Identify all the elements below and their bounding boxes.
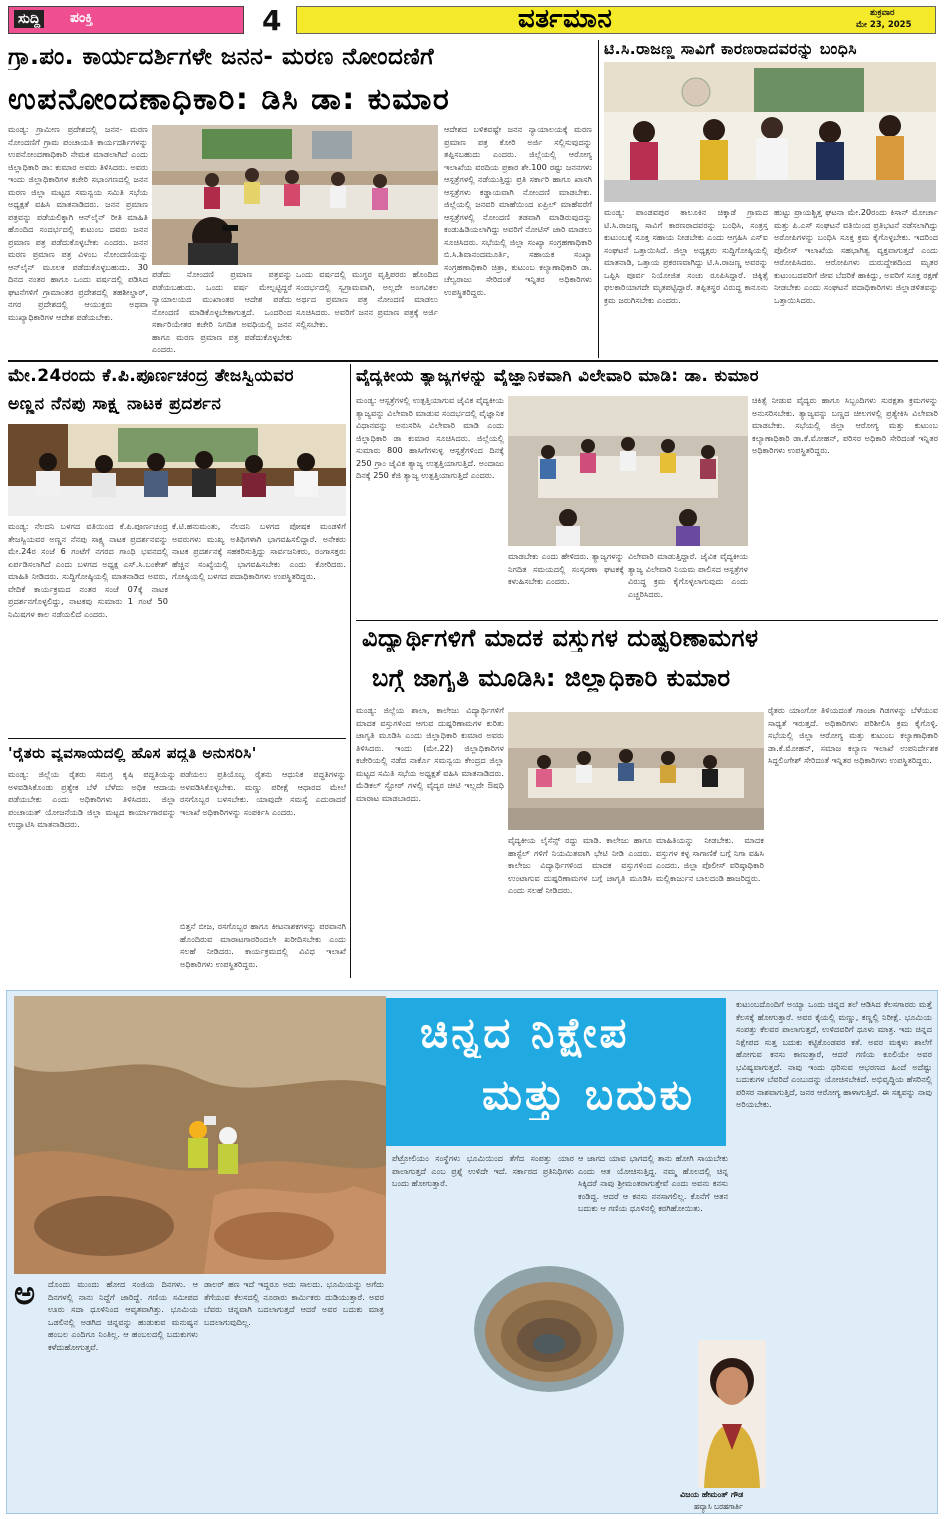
story5-headline: ವೈದ್ಯಕೀಯ ತ್ಯಾಜ್ಯಗಳನ್ನು ವೈಜ್ಞಾನಿಕವಾಗಿ ವಿಲೇವಾರಿ ಮಾಡಿ: ಡಾ. ಕುಮಾರ <box>356 366 759 385</box>
story5-col-a: ಮಂಡ್ಯ: ಆಸ್ಪತ್ರೆಗಳಲ್ಲಿ ಉತ್ಪತ್ತಿಯಾಗುವ ಜೈವಿಕ ವೈದ್ಯಕೀಯ ತ್ಯಾಜ್ಯವನ್ನು ವಿಲೇವಾರಿ ಮಾಡುವ ಸಂದರ್ಭದಲ್ಲಿ ವೈಜ್ಞಾನಿಕ ವಿಧಾನವನ್ನು ಅನುಸರಿಸಿ ವಿಲೇವಾರಿ ಮಾಡಿ ಎಂದು ಜಿಲ್ಲಾಧಿಕಾರಿ ಡಾ ಕುಮಾರ ಸೂಚಿಸಿದರು. ಜಿಲ್ಲೆಯಲ್ಲಿ ಸುಮಾರು 800 ಹಾಸಿಗೆಗಳುಳ್ಳ ಆಸ್ಪತ್ರೆಗಳಿಂದ ದಿನಕ್ಕೆ 250 ಗ್ರಾಂ ಜೈವಿಕ ತ್ಯಾಜ್ಯ ಉತ್ಪತ್ತಿಯಾಗುತ್ತಿದೆ. ಅಂದಾಜು ದಿನಕ್ಕೆ 250 ಕೆಜಿ ತ್ಯಾಜ್ಯ ಉತ್ಪತ್ತಿಯಾಗುತ್ತಿದೆ ಎಂದರು. <box>356 395 504 480</box>
story1-col-c: ಪಡೆದು ನೋಂದಣಿ ಪ್ರಮಾಣ ಪತ್ರವನ್ನು ಪಡೆಯಬಹುದು. ಒಂದು ವರ್ಷ ಮೇಲ್ಪಟ್ಟಿದ್ದರೆ ನ್ಯಾಯಾಲಯದ ಮುಖಾಂತರ ಆದೇಶ ಪಡೆದು ನೋಂದಣಿ ಮಾಡಿಕೊಳ್ಳಬೇಕಾಗುತ್ತದೆ. ಒಂದರಿಂದ ಸರ್ಕಾರಿಯೇತರ ಕಚೇರಿ ನಿಗದಿತ ಅವಧಿಯಲ್ಲಿ ಜನನ ಹಾಗೂ ಮರಣ ಪ್ರಮಾಣ ಪತ್ರ ಪಡೆದುಕೊಳ್ಳಬೇಕು ಎಂದರು. <box>152 269 292 354</box>
story4-headline: 'ರೈತರು ವ್ಯವಸಾಯದಲ್ಲಿ ಹೊಸ ಪದ್ಧತಿ ಅನುಸರಿಸಿ' <box>8 744 257 762</box>
author-title: ಹವ್ಯಾಸಿ ಬರಹಗಾರ್ತಿ <box>694 1502 743 1511</box>
masthead-section-b: ಪಂಕ್ತಿ <box>70 10 93 26</box>
story6-col-b: ವೈದ್ಯಕೀಯ ಲೈಸೆನ್ಸ್ ರದ್ದು ಮಾಡಿ. ಕಾಲೇಜು ಹಾಗೂ ಹಾಸ್ಟೆಲ್ ಗಳಿಗೆ ನಿಯಮಿತವಾಗಿ ಭೇಟಿ ನೀಡಿ ಎಂದರು. ಕಾಲೇಜು ವಿದ್ಯಾರ್ಥಿಗಳಿಂದ ಮಾದಕ ವಸ್ತುಗಳಿಂದ ಉಂಟಾಗುವ ದುಷ್ಪರಿಣಾಮಗಳ ಬಗ್ಗೆ ಜಾಗೃತಿ ಮೂಡಿಸಿ ಎಂದು ಸಲಹೆ ನೀಡಿದರು. <box>508 835 652 895</box>
masthead-weekday: ಶುಕ್ರವಾರ <box>870 8 895 18</box>
story1-headline-1: ಗ್ರಾ.ಪಂ. ಕಾರ್ಯದರ್ಶಿಗಳೇ ಜನನ- ಮರಣ ನೋಂದಣಿಗೆ <box>8 44 435 70</box>
story6-col-a: ಮಂಡ್ಯ: ಜಿಲ್ಲೆಯ ಶಾಲಾ, ಕಾಲೇಜು ವಿದ್ಯಾರ್ಥಿಗಳಿಗೆ ಮಾದಕ ವಸ್ತುಗಳಿಂದ ಆಗುವ ದುಷ್ಪರಿಣಾಮಗಳ ಕುರಿತು ಜಾಗೃತಿ ಮೂಡಿಸಿ ಎಂದು ಜಿಲ್ಲಾಧಿಕಾರಿ ಕುಮಾರ ಅವರು ತಿಳಿಸಿದರು. ಇಂದು (ಮೇ.22) ಜಿಲ್ಲಾಧಿಕಾರಿಗಳ ಕಚೇರಿಯಲ್ಲಿ ನಡೆದ ನಾರ್ಕೊ ಸಮನ್ವಯ ಕೇಂದ್ರದ ಜಿಲ್ಲಾ ಮಟ್ಟದ ಸಮಿತಿ ಸಭೆಯ ಅಧ್ಯಕ್ಷತೆ ವಹಿಸಿ ಮಾತನಾಡಿದರು. ಮೆಡಿಕಲ್ ಸ್ಟೋರ್ ಗಳಲ್ಲಿ ವೈದ್ಯರ ಚೀಟಿ ಇಲ್ಲದೇ ಔಷಧಿ ಮಾರಾಟ ಮಾಡಬಾರದು. <box>356 705 504 803</box>
story4-col-a: ಮಂಡ್ಯ: ಜಿಲ್ಲೆಯ ರೈತರು ಸಮಗ್ರ ಕೃಷಿ ಪದ್ಧತಿಯನ್ನು ಅಳವಡಿಸಿಕೊಂಡು ಪ್ರತ್ಯೇಕ ಬೆಳೆ ಬೆಳೆದು ಅಧಿಕ ಆದಾಯ ಪಡೆಯಬೇಕು ಎಂದು ಅಧಿಕಾರಿಗಳು ತಿಳಿಸಿದರು. ಜಿಲ್ಲಾ ಪಂಚಾಯತ್ ಯೋಜನೆಯಡಿ ಜಿಲ್ಲಾ ಮಟ್ಟದ ಕಾರ್ಯಾಗಾರವನ್ನು ಉದ್ಘಾಟಿಸಿ ಮಾತನಾಡಿದರು. <box>8 769 176 829</box>
story4-col-b: ಪಡೆಯಲು ಪ್ರತಿಯೊಬ್ಬ ರೈತನು ಆಧುನಿಕ ಪದ್ಧತಿಗಳನ್ನು ಅಳವಡಿಸಿಕೊಳ್ಳಬೇಕು. ಮಣ್ಣು ಪರೀಕ್ಷೆ ಆಧಾರದ ಮೇಲೆ ರಸಗೊಬ್ಬರ ಬಳಸಬೇಕು. ಯಾವುದೇ ಸಮಸ್ಯೆ ಎದುರಾದರೆ ಇಲಾಖೆ ಅಧಿಕಾರಿಗಳನ್ನು ಸಂಪರ್ಕಿಸಿ ಎಂದರು. <box>180 769 346 817</box>
story5-col-c: ವಿಲೇವಾರಿ ಮಾಡುತ್ತಿದ್ದಾರೆ. ಜೈವಿಕ ವೈದ್ಯಕೀಯ ತ್ಯಾಜ್ಯ ವಿಲೇವಾರಿ ನಿಯಮ ಪಾಲಿಸದ ಆಸ್ಪತ್ರೆಗಳ ವಿರುದ್ಧ ಕ್ರಮ ಕೈಗೊಳ್ಳಲಾಗುವುದು ಎಂದು ಎಚ್ಚರಿಸಿದರು. <box>628 551 748 599</box>
story1-divider <box>598 40 599 358</box>
feature-col-c-lower <box>392 1268 472 1508</box>
story3-rule <box>8 738 346 739</box>
story3-headline-1: ಮೇ.24ರಂದು ಕೆ.ಪಿ.ಪೂರ್ಣಚಂದ್ರ ತೇಜಸ್ವಿಯವರ <box>8 366 294 386</box>
feature-col-c: ಪೆಟ್ರೋಲಿಯಂ ಸಂಸ್ಥೆಗಳು ಭೂಮಿಯಿಂದ ತೆಗೆದ ಸಂಪತ್ತು ಯಾರ ಪಾಲಾಗುತ್ತದೆ ಎಂಬ ಪ್ರಶ್ನೆ ಉಳಿದೇ ಇದೆ. ಸರ್ಕಾರದ ಪ್ರತಿನಿಧಿಗಳು ಬಂದು ಹೋಗುತ್ತಾರೆ. <box>392 1153 574 1188</box>
story6-col-d: ರೈತರು ಯಾಂಗೋ ತಿಳಿಯದಂತೆ ಗಾಂಜಾ ಗಿಡಗಳನ್ನು ಬೆಳೆಯುವ ಸಾಧ್ಯತೆ ಇರುತ್ತದೆ. ಅಧಿಕಾರಿಗಳು ಪರಿಶೀಲಿಸಿ ಕ್ರಮ ಕೈಗೊಳ್ಳಿ. ಸಭೆಯಲ್ಲಿ ಜಿಲ್ಲಾ ಆರೋಗ್ಯ ಮತ್ತು ಕುಟುಂಬ ಕಲ್ಯಾಣಾಧಿಕಾರಿ ಡಾ.ಕೆ.ಮೋಹನ್, ಸಮಾಜ ಕಲ್ಯಾಣ ಇಲಾಖೆ ಉಪನಿರ್ದೇಶಕ ಸಿದ್ದಲಿಂಗೇಶ್ ಸೇರಿದಂತೆ ಇನ್ನಿತರ ಅಧಿಕಾರಿಗಳು ಉಪಸ್ಥಿತರಿದ್ದರು. <box>768 705 938 765</box>
page-number: 4 <box>262 4 282 37</box>
story6-headline-1: ವಿದ್ಯಾರ್ಥಿಗಳಿಗೆ ಮಾದಕ ವಸ್ತುಗಳ ದುಷ್ಪರಿಣಾಮಗಳ <box>362 624 759 652</box>
story5-col-d: ಚಿಕಿತ್ಸೆ ನೀಡುವ ವೈದ್ಯರು ಹಾಗೂ ಸಿಬ್ಬಂದಿಗಳು ಸುರಕ್ಷತಾ ಕ್ರಮಗಳನ್ನು ಅನುಸರಿಸಬೇಕು. ತ್ಯಾಜ್ಯವನ್ನು ಬಣ್ಣದ ಚೀಲಗಳಲ್ಲಿ ಪ್ರತ್ಯೇಕಿಸಿ ವಿಲೇವಾರಿ ಮಾಡಬೇಕು. ಸಭೆಯಲ್ಲಿ ಜಿಲ್ಲಾ ಆರೋಗ್ಯ ಮತ್ತು ಕುಟುಂಬ ಕಲ್ಯಾಣಾಧಿಕಾರಿ ಡಾ.ಕೆ.ಮೋಹನ್, ಪರಿಸರ ಅಧಿಕಾರಿ ಸೇರಿದಂತೆ ಇನ್ನಿತರ ಅಧಿಕಾರಿಗಳು ಉಪಸ್ಥಿತರಿದ್ದರು. <box>752 395 938 455</box>
feature-col-b: ಡಾಲರ್ ಹಣ ಇದೆ ಇದ್ದರೂ ಅದು ಸಾಲದು. ಭೂಮಿಯನ್ನು ಅಗೆದು ತೆಗೆಯುವ ಕೆಲಸದಲ್ಲಿ ನೂರಾರು ಕಾರ್ಮಿಕರು ದುಡಿಯುತ್ತಾರೆ. ಅವರ ಬೆವರು ಚಿನ್ನವಾಗಿ ಬದಲಾಗುತ್ತದೆ ಆದರೆ ಅವರ ಬದುಕು ಮಾತ್ರ ಬದಲಾಗುವುದಿಲ್ಲ. <box>204 1279 384 1327</box>
story6-col-c: ಮಾಹಿತಿಯನ್ನು ನೀಡಬೇಕು. ಮಾದಕ ವಸ್ತುಗಳ ಕಳ್ಳ ಸಾಗಾಣಿಕೆ ಬಗ್ಗೆ ನಿಗಾ ವಹಿಸಿ ಎಂದರು. ಜಿಲ್ಲಾ ಪೊಲೀಸ್ ವರಿಷ್ಠಾಧಿಕಾರಿ ಮಲ್ಲಿಕಾರ್ಜುನ ಬಾಲದಂಡಿ ಹಾಜರಿದ್ದರು. <box>656 835 764 883</box>
story2-photo <box>604 62 936 202</box>
story1-headline-2: ಉಪನೋಂದಣಾಧಿಕಾರಿ: ಡಿಸಿ ಡಾ: ಕುಮಾರ <box>8 82 451 117</box>
feature-photo-pit <box>474 1266 624 1392</box>
story6-headline-2: ಬಗ್ಗೆ ಜಾಗೃತಿ ಮೂಡಿಸಿ: ಜಿಲ್ಲಾಧಿಕಾರಿ ಕುಮಾರ <box>372 664 731 692</box>
story3-headline-2: ಅಣ್ಣನ ನೆನಪು ಸಾಕ್ಷ್ಯ ನಾಟಕ ಪ್ರದರ್ಶನ <box>8 394 222 414</box>
author-name: ವಿಜಯ ಹೇಮಂತ್ ಗೌಡ <box>680 1490 744 1499</box>
story3-col-a: ಮಂಡ್ಯ: ನೆಲದನಿ ಬಳಗದ ವತಿಯಿಂದ ಕೆ.ಪಿ.ಪೂರ್ಣಚಂದ್ರ ತೇಜಸ್ವಿಯವರ ಅಣ್ಣನ ನೆನಪು ಸಾಕ್ಷ್ಯ ನಾಟಕ ಪ್ರದರ್ಶನವನ್ನು ಮೇ.24ರ ಸಂಜೆ 6 ಗಂಟೆಗೆ ನಗರದ ಗಾಂಧಿ ಭವನದಲ್ಲಿ ಏರ್ಪಡಿಸಲಾಗಿದೆ ಎಂದು ಬಳಗದ ಅಧ್ಯಕ್ಷ ಎಸ್.ಸಿ.ಬಂಕೇಶ್ ಮಾಹಿತಿ ನೀಡಿದರು. ಸುದ್ದಿಗೋಷ್ಠಿಯಲ್ಲಿ ಮಾತನಾಡಿದ ಅವರು, ವೇದಿಕೆ ಕಾರ್ಯಕ್ರಮದ ನಂತರ ಸಂಜೆ 07ಕ್ಕೆ ನಾಟಕ ಪ್ರದರ್ಶನಗೊಳ್ಳಲಿದ್ದು, ನಾಟಕವು ಸುಮಾರು 1 ಗಂಟೆ 50 ನಿಮಿಷಗಳ ಕಾಲ ನಡೆಯಲಿದೆ ಎಂದರು. <box>8 521 168 619</box>
story3-vertical-rule <box>350 364 351 978</box>
feature-headline-2: ಮತ್ತು ಬದುಕು <box>482 1070 695 1119</box>
story1-col-a: ಮಂಡ್ಯ: ಗ್ರಾಮೀಣ ಪ್ರದೇಶದಲ್ಲಿ ಜನನ- ಮರಣ ನೋಂದಣಿಗೆ ಗ್ರಾಮ ಪಂಚಾಯತಿ ಕಾರ್ಯದರ್ಶಿಗಳನ್ನು ಉಪನೋಂದಣಾಧಿಕಾರಿ ನೇಮಕ ಮಾಡಲಾಗಿದೆ ಎಂದು ಜಿಲ್ಲಾಧಿಕಾರಿ ಡಾ: ಕುಮಾರ ಅವರು ತಿಳಿಸಿದರು. ಅವರು ಇಂದು ಜಿಲ್ಲಾಧಿಕಾರಿಗಳ ಕಚೇರಿ ಸಭಾಂಗಣದಲ್ಲಿ ಜನನ ಮರಣ ಜಿಲ್ಲಾ ಮಟ್ಟದ ಸಮನ್ವಯ ಸಮಿತಿ ಸಭೆಯ ಅಧ್ಯಕ್ಷತೆ ವಹಿಸಿ ಮಾತನಾಡಿದರು. ಜನನ ಪ್ರಮಾಣ ಪತ್ರವನ್ನು ಪಡೆಯಲಿಕ್ಕಾಗಿ ಆನ್‌ಲೈನ್ ರೀತಿ ಮಾಹಿತಿ ಹೊಂದಿದ ಸಂದರ್ಭದಲ್ಲಿ ಕುಟುಂಬ ದವರು ಜನನ ಪ್ರಮಾಣ ಪತ್ರ ಪಡೆದುಕೊಳ್ಳಬೇಕು ಎಂದರು. ಜನನ ಮರಣ ಪ್ರಮಾಣ ಪತ್ರ ವಿಳಂಬ ನೋಂದಣಿಯನ್ನು ಆನ್‌ಲೈನ್ ಮೂಲಕ ಪಡೆದುಕೊಳ್ಳಬಹುದು. 30 ದಿನದ ನಂತರ ಹಾಗೂ ಒಂದು ವರ್ಷದಲ್ಲಿ ಪಡಿಸಿದ ಘಟನೆಗಳಿಗೆ ಗ್ರಾಮಾಂತರ ಪ್ರದೇಶದಲ್ಲಿ ತಹಶೀಲ್ದಾರ್, ನಗರ ಪ್ರದೇಶದಲ್ಲಿ ಆಯುಕ್ತರು ಅಥವಾ ಮುಖ್ಯಾಧಿಕಾರಿಗಳ ಆದೇಶ ಪಡೆಯಬೇಕು. <box>8 124 148 322</box>
story1-col-d: ಒಂದು ವರ್ಷದಲ್ಲಿ ಮುಗ್ಧರ ವೃತ್ತಿಪರರು ಹೊಂದಿದ ಸಂದರ್ಭದಲ್ಲಿ ಸ್ವಗ್ರಾಮವಾಗಿ, ಅಲ್ಲದೇ ಅಂಗವಿಕಲ ಅರ್ಥದ ಪ್ರಮಾಣ ಪತ್ರ ನೋಂದಣಿ ಮಾಡಲು ಸೂಚಿಸಿದರು. ಅವರಿಗೆ ಜನನ ಪ್ರಮಾಣ ಪತ್ರಕ್ಕೆ ಅರ್ಜಿ ಸಲ್ಲಿಸಬೇಕು. <box>296 269 438 329</box>
feature-col-d: ಆ ಜಾಗದ ಯಾವ ಭಾಗದಲ್ಲಿ ತಾನು ಹೋಗಿ ಸಾಯಬೇಕು ಎಂದು ಆತ ಯೋಚಿಸುತ್ತಿದ್ದ. ನಮ್ಮ ಹೊಲದಲ್ಲಿ ಚಿನ್ನ ಸಿಕ್ಕಿದರೆ ನಾವು ಶ್ರೀಮಂತರಾಗುತ್ತೇವೆ ಎಂದು ಅವನು ಕನಸು ಕಂಡಿದ್ದ. ಆದರೆ ಆ ಕನಸು ನನಸಾಗಲಿಲ್ಲ. ಕೊನೆಗೆ ಆತನ ಬದುಕು ಆ ಗಣಿಯ ಧೂಳಿನಲ್ಲಿ ಕರಗಿಹೋಯಿತು. <box>578 1153 728 1213</box>
story2-col-b: ಹುಟ್ಟು ಪ್ರಾಯಶ್ಚಿತ್ತ ಘಟನಾ ಮೇ.20ರಂದು ಕಿಸಾನ್ ಮೋರ್ಚಾ ಮತ್ತು ಪಿ.ಎಸ್ ಸಂಘಟನೆ ವತಿಯಿಂದ ಪ್ರತಿಭಟನೆ ನಡೆಸಲಾಗಿದ್ದು ಅರೋಪಿಗಳನ್ನು ಬಂಧಿಸಿ ಸೂಕ್ತ ಕ್ರಮ ಕೈಗೊಳ್ಳಬೇಕು. ಇದರಿಂದ ಪೊಲೀಸ್ ಇಲಾಖೆಯ ಸಹಭಾಗಿತ್ವ ವ್ಯಕ್ತವಾಗುತ್ತದೆ ಎಂದು ಆರೋಪಿಸಿದರು. ಆರೋಪಿಗಳು ದುರುದ್ದೇಶದಿಂದ ಮೃತರ ಕುಟುಂಬದವರಿಗೆ ಜೀವ ಬೆದರಿಕೆ ಹಾಕಿದ್ದು, ಅವರಿಗೆ ಸೂಕ್ತ ರಕ್ಷಣೆ ನೀಡಬೇಕು ಎಂದು ಸಂಘಟನೆ ಪದಾಧಿಕಾರಿಗಳು ಜಿಲ್ಲಾಡಳಿತವನ್ನು ಒತ್ತಾಯಿಸಿದರು. <box>774 207 938 305</box>
story2-headline: ಟಿ.ಸಿ.ರಾಜಣ್ಣ ಸಾವಿಗೆ ಕಾರಣರಾದವರನ್ನು ಬಂಧಿಸಿ <box>604 40 857 58</box>
story3-col-b: ಕೆ.ಟಿ.ಹನುಮಂತು, ನೆಲದನಿ ಬಳಗದ ಪೋಷಕ ಮಂಡಳಿಗೆ ಅವರುಗಳು ಮುಖ್ಯ ಅತಿಥಿಗಳಾಗಿ ಭಾಗವಹಿಸಲಿದ್ದಾರೆ. ಅನೇಕರು ನಾಟಕ ಪ್ರದರ್ಶನಕ್ಕೆ ಸಹಕರಿಸುತ್ತಿದ್ದು ಸಾರ್ವಜನಿಕರು, ರಂಗಾಸಕ್ತರು ಹೆಚ್ಚಿನ ಸಂಖ್ಯೆಯಲ್ಲಿ ಭಾಗವಹಿಸಬೇಕು ಎಂದು ಕೋರಿದರು. ಗೋಷ್ಠಿಯಲ್ಲಿ ಬಳಗದ ಪದಾಧಿಕಾರಿಗಳು ಉಪಸ್ಥಿತರಿದ್ದರು. <box>172 521 346 581</box>
story1-photo <box>152 125 438 265</box>
feature-headline-1: ಚಿನ್ನದ ನಿಕ್ಷೇಪ <box>420 1008 630 1057</box>
feature-col-a: ದೊಂದು ಮುಂದು ಹೋದ ಸಂಜಿಯ ದಿನಗಳು. ಆ ದಿನಗಳಲ್ಲಿ ನಾನು ನಿದ್ದೆಗೆ ಜಾರಿದ್ದೆ. ಗಣಿಯ ಸಮೀಪದ ಊರು ಸದಾ ಧೂಳಿನಿಂದ ಆವೃತವಾಗಿತ್ತು. ಭೂಮಿಯ ಒಡಲಿನಲ್ಲಿ ಅಡಗಿದ ಚಿನ್ನವನ್ನು ಹುಡುಕುವ ಮನುಷ್ಯನ ಹಂಬಲ ಎಂದಿಗೂ ನಿಂತಿಲ್ಲ. ಆ ಹಂಬಲದಲ್ಲಿ ಬದುಕುಗಳು ಕಳೆದುಹೋಗುತ್ತವೆ. <box>48 1279 198 1352</box>
row1-rule <box>8 360 938 362</box>
story5-rule <box>356 620 938 621</box>
feature-dropcap: ಅ <box>14 1274 36 1312</box>
masthead-section-a: ಸುದ್ದಿ <box>14 10 44 28</box>
feature-col-e: ಕುಟುಂಬದೊಂದಿಗೆ ಅಯ್ಯಾ ಒಂದು ಚಿನ್ನದ ತಲೆ ಆಡಿಸಿದ ಕೆಲಸಗಾರರು ಮತ್ತೆ ಕೆಲಸಕ್ಕೆ ಹೋಗುತ್ತಾರೆ. ಅವರ ಕೈಯಲ್ಲಿ ಮಣ್ಣು, ಕಣ್ಣಲ್ಲಿ ನಿರೀಕ್ಷೆ. ಭೂಮಿಯ ಸಂಪತ್ತು ಕೆಲವರ ಪಾಲಾಗುತ್ತದೆ, ಉಳಿದವರಿಗೆ ಧೂಳು ಮಾತ್ರ. ಇದು ಚಿನ್ನದ ನಿಕ್ಷೇಪದ ಸುತ್ತ ಬದುಕು ಕಟ್ಟಿಕೊಂಡವರ ಕತೆ. ಅವರ ಮಕ್ಕಳು ಶಾಲೆಗೆ ಹೋಗುವ ಕನಸು ಕಾಣುತ್ತಾರೆ, ಆದರೆ ಗಣಿಯ ಕೂಲಿಯೇ ಅವರ ಭವಿಷ್ಯವಾಗುತ್ತದೆ. ನಾವು ಇಂದು ಧರಿಸುವ ಆಭರಣದ ಹಿಂದೆ ಅದೆಷ್ಟು ಬದುಕುಗಳ ಬೆವರಿದೆ ಎಂಬುದನ್ನು ಯೋಚಿಸಬೇಕಿದೆ. ಅಭಿವೃದ್ಧಿಯ ಹೆಸರಿನಲ್ಲಿ ಪರಿಸರ ನಾಶವಾಗುತ್ತಿದೆ, ಜನರ ಆರೋಗ್ಯ ಹಾಳಾಗುತ್ತಿದೆ. ಈ ಸತ್ಯವನ್ನು ನಾವು ಅರಿಯಬೇಕು. <box>736 999 932 1109</box>
masthead-bar <box>296 6 936 34</box>
story4-col-c: ಬಿತ್ತನೆ ಬೀಜ, ರಸಗೊಬ್ಬರ ಹಾಗೂ ಕೀಟನಾಶಕಗಳನ್ನು ಪರವಾನಗಿ ಹೊಂದಿರುವ ಮಾರಾಟಗಾರರಿಂದಲೇ ಖರೀದಿಸಬೇಕು ಎಂದು ಸಲಹೆ ನೀಡಿದರು. ಕಾರ್ಯಕ್ರಮದಲ್ಲಿ ವಿವಿಧ ಇಲಾಖೆ ಅಧಿಕಾರಿಗಳು ಉಪಸ್ಥಿತರಿದ್ದರು. <box>180 921 346 969</box>
masthead-date: ಮೇ 23, 2025 <box>856 20 912 30</box>
story6-photo <box>508 712 764 830</box>
story1-col-b: ಆದೇಶದ ಬಳಿಕವಷ್ಟೇ ಜನನ ನ್ಯಾಯಾಲಯಕ್ಕೆ ಮರಣ ಪ್ರಮಾಣ ಪತ್ರ ಕೋರಿ ಅರ್ಜಿ ಸಲ್ಲಿಸುವುದನ್ನು ತಪ್ಪಿಸಬಹುದು ಎಂದರು. ಜಿಲ್ಲೆಯಲ್ಲಿ ಆರೋಗ್ಯ ಇಲಾಖೆಯ ವರದಿಯ ಪ್ರಕಾರ ಶೇ.100 ರಷ್ಟು ಜನನಗಳು ಆಸ್ಪತ್ರೆಗಳಲ್ಲಿ ನಡೆಯುತ್ತಿದ್ದು ಪ್ರತಿ ಸರ್ಕಾರಿ ಹಾಗೂ ಖಾಸಗಿ ಆಸ್ಪತ್ರೆಗಳು ಕಡ್ಡಾಯವಾಗಿ ನೋಂದಣಿ ಮಾಡಬೇಕು. ಜಿಲ್ಲೆಯಲ್ಲಿ ಜನವರಿ ಮಾಹೆಯಿಂದ ಏಪ್ರಿಲ್ ಮಾಹೆವರೆಗೆ ಆಸ್ಪತ್ರೆಗಳಲ್ಲಿ ನೋಂದಣಿ ತಡವಾಗಿ ಮಾಡಿರುವುದನ್ನು ಕಂಡುಹಿಡಿಯಲಾಗಿದ್ದು ಅವರಿಗೆ ನೋಟಿಸ್ ಜಾರಿ ಮಾಡಲು ಸೂಚಿಸಿದರು. ಸಭೆಯಲ್ಲಿ ಜಿಲ್ಲಾ ಸಂಖ್ಯಾ ಸಂಗ್ರಹಣಾಧಿಕಾರಿ ಬಿ.ಸಿ.ಶಿವಾನಂದಮೂರ್ತಿ, ಸಹಾಯಕ ಸಂಖ್ಯಾ ಸಂಗ್ರಹಣಾಧಿಕಾರಿ ಚಿತ್ರಾ, ಕುಟುಂಬ ಕಲ್ಯಾಣಾಧಿಕಾರಿ ಡಾ. ಚೆಲ್ವರಾಜು ಸೇರಿದಂತೆ ಇನ್ನಿತರ ಅಧಿಕಾರಿಗಳು ಉಪಸ್ಥಿತರಿದ್ದರು. <box>444 124 592 297</box>
paper-name: ವರ್ತಮಾನ <box>518 4 613 34</box>
story5-photo <box>508 396 748 546</box>
story3-photo <box>8 424 346 516</box>
author-photo <box>698 1340 766 1488</box>
story2-col-a: ಮಂಡ್ಯ: ಪಾಂಡವಪುರ ತಾಲೂಕಿನ ಚಿಕ್ಕಾಡೆ ಗ್ರಾಮದ ಟಿ.ಸಿ.ರಾಜಣ್ಣ ಸಾವಿಗೆ ಕಾರಣರಾದವರನ್ನು ಬಂಧಿಸಿ, ಸಂತ್ರಸ್ತ ಕುಟುಂಬಕ್ಕೆ ಸೂಕ್ತ ಸಹಾಯ ನೀಡಬೇಕು ಎಂದು ಆಗ್ರಹಿಸಿ ಎಸ್ಐ ಸಂಘಟನೆ ಒತ್ತಾಯಿಸಿದೆ. ಜಿಲ್ಲಾ ಅಧ್ಯಕ್ಷರು ಸುದ್ದಿಗೋಷ್ಠಿಯಲ್ಲಿ ಮಾತನಾಡಿ, ಒತ್ತಾಯ ಪ್ರಕರಣವಾಗಿದ್ದು ಟಿ.ಸಿ.ರಾಜಣ್ಣ ಅವರನ್ನು ಒಪ್ಪಿಸಿ ಪೂರ್ವ ನಿಯೋಜಿತ ಸಂಚು ರೂಪಿಸಿದ್ದಾರೆ. ಚಿಕ್ಕಿತ್ಸೆ ಫಲಕಾರಿಯಾಗದೇ ಮೃತಪಟ್ಟಿದ್ದಾರೆ. ತಪ್ಪಿತಸ್ಥರ ವಿರುದ್ಧ ಕಾನೂನು ಕ್ರಮ ಜರುಗಿಸಬೇಕು ಎಂದರು. <box>604 207 768 305</box>
feature-photo-mine <box>14 996 386 1274</box>
story5-col-b: ಮಾಡಬೇಕು ಎಂದು ಹೇಳಿದರು. ತ್ಯಾಜ್ಯಗಳನ್ನು ನಿಗದಿತ ಸಮಯದಲ್ಲಿ ಸಂಸ್ಕರಣಾ ಘಟಕಕ್ಕೆ ಕಳುಹಿಸಬೇಕು ಎಂದರು. <box>508 551 624 586</box>
